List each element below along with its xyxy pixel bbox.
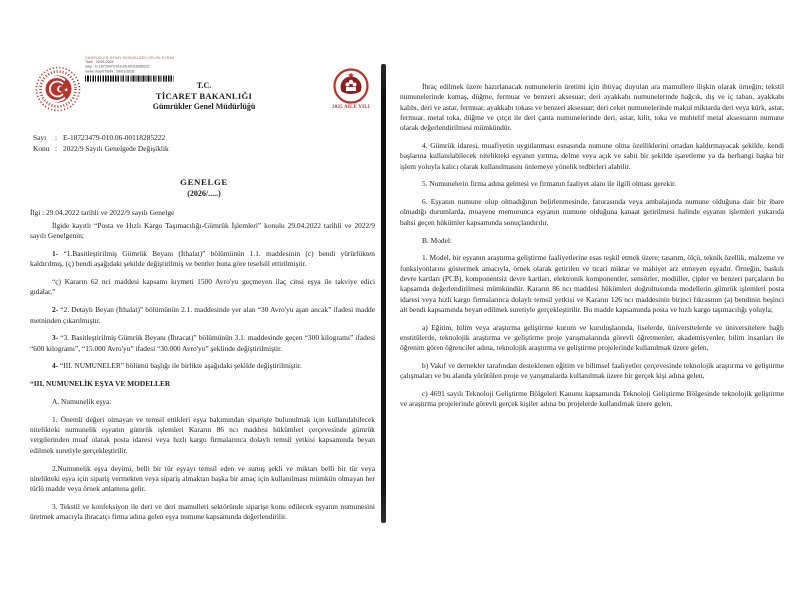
letterhead-ministry: TİCARET BAKANLIĞI <box>155 91 253 101</box>
paragraph <box>30 502 375 523</box>
meta-sayi-row <box>33 132 169 143</box>
stamp-header-text: GÜMRÜKLER GENEL MÜDÜRLÜĞÜ GELEN EVRAK <box>85 57 175 61</box>
page-scan-edge <box>381 64 386 523</box>
paragraph-text: “ç) Kararın 62 nci maddesi kapsamı kıymeti 1500 Avro'yu geçmeyen ilaç cinsi eşya ile takviye edici gıdalar,” <box>30 277 375 297</box>
paragraph-text: 4. Gümrük idaresi, muafiyetin uygulanması esnasında numune olma özelliklerini ortadan kaldırmayacak şekilde, kendi başlarına kullanılabilecek nitelikteki eşyanın yırtma, delme veya açık ve sabit bir şekilde işaretleme ya da herhangi başka bir işlem yoluyla kalıcı olarak kullanılmasını önlemeye yönelik tedbirleri alabilir. <box>400 140 784 171</box>
paragraph <box>400 197 784 228</box>
paragraph-text: 3. Tekstil ve konfeksiyon ile deri ve deri mamulleri sektöründe siparişe konu edilecek eşyanın numunesini üretmek amacıyla ihracatçı firma adına gelen eşya numune kapsamında değerlendirilir. <box>30 501 375 522</box>
meta-konu-row <box>33 143 169 154</box>
section-heading <box>30 379 375 389</box>
stamp-number-line: Sayı : E-18723479-010.06-00118285222 <box>85 65 150 69</box>
paragraph <box>30 305 375 326</box>
registry-stamp <box>85 57 180 82</box>
section-heading-text: “III. NUMUNELİK EŞYA VE MODELLER <box>30 379 171 389</box>
stamp-date-line: Tarih : 20/01/2026 <box>85 60 114 65</box>
family-year-caption: 2025 AİLE YILI <box>332 105 370 110</box>
paragraph <box>30 277 375 298</box>
left-page-body <box>30 221 375 530</box>
document-number: (2026/.....) <box>187 189 221 198</box>
paragraph-text: “1.Basitleştirilmiş Gümrük Beyanı (İthalat)” bölümünün 1.1. maddesinin (c) bendi yürürlükten kaldırılmış, (ç) bendi aşağıdaki şekilde değiştirilmiş ve bentler buna göre teselsül ettirilmiştir. <box>30 249 375 269</box>
colon: : <box>55 144 58 153</box>
colon: : <box>55 133 58 142</box>
title-block <box>28 177 380 198</box>
subsection-heading <box>30 397 375 407</box>
paragraph-text: 6. Eşyanın numune olup olmadığının belirlenmesinde, faturasında veya ambalajında numune olduğuna dair bir ibare olmadığı durumlarda, muayene memurunca eşyanın numune olduğuna kanaat getirilmesi halinde eşyanın işlemleri yukarıda bahsi geçen hükümler kapsamında sonuçlandırılır. <box>400 197 784 227</box>
paragraph <box>30 333 375 354</box>
paragraph <box>30 415 375 456</box>
paragraph-text: 1. Model, bir eşyanın araştırma geliştirme faaliyetlerine esas teşkil etmek üzere; tasarım, ölçü, teknik özellik, malzeme ve fonksiyonlarını göstermek amacıyla, örnek olarak getirilen ve ticari miktar ve mahiyet arz etmeyen eşyadır. Örneğin, baskılı devre kartları (PCB), komponentsiz devre kartları, elektronik komponentler, sensörler, modüller, çipler ve benzeri parçaların bu kapsamda değerlendirilmesi mümkündür. Kararın 86 ncı maddesi hükümleri doğrultusunda modellerin gümrük işlemleri posta idaresi veya hızlı kargo firmalarınca dolaylı temsil yetkisi ve Kararın 126 ncı maddesinin birinci fıkrasının (a) bendinin beşinci alt bendi kapsamında beyan edilmek suretiyle gerçekleştirilir. Bu madde kapsamında posta ve hızlı kargo taşımacılığı yoluyla; <box>400 253 784 314</box>
paragraph-lead: 1- <box>52 249 59 259</box>
sayi-label: Sayı <box>33 133 47 142</box>
paragraph-text: İhraç edilmek üzere hazırlanacak numunelerin üretimi için ihtiyaç duyulan ara mamullere ilişkin olarak örneğin; tekstil numunelerinde kumaş, düğme, fermuar ve benzeri aksesuar; deri ayakkabı numunelerinde bağcık, dış ve iç taban, ayakkabı kalıbı, deri ve astar, fermuar, ayakkabı tokası ve benzeri aksesuar; deri ceket numunelerinde makul miktarda deri veya kürk, astar, fermuar, metal toka, düğme ve çıtçıt ile deri çanta numunelerinde deri, astar, kilit, toka ve muhtelif metal aksesuarın numune olarak değerlendirilmesi mümkündür. <box>400 82 784 133</box>
letterhead-tc: T.C. <box>196 81 212 90</box>
paragraph-lead: 2- <box>52 305 59 315</box>
paragraph-lead: 3- <box>52 333 59 343</box>
paragraph-text: “III. NUMUNELER” bölümü başlığı ile birlikte aşağıdaki şekilde değiştirilmiştir. <box>58 361 302 371</box>
paragraph <box>400 82 784 133</box>
paragraph <box>400 389 784 410</box>
page-right <box>398 76 787 546</box>
paragraph <box>400 361 784 382</box>
subsection-heading-text: B. Model: <box>422 235 452 245</box>
paragraph-text: “2. Detaylı Beyan (İthalat)” bölümünün 2.1. maddesinde yer alan “30 Avro'yu aşan ancak” ifadesi madde metninden çıkarılmıştır. <box>30 305 375 325</box>
paragraph-text: “3. Basitleştirilmiş Gümrük Beyanı (İhracat)” bölümünün 3.1. maddesinde geçen “300 kilogramı” ifadesi “600 kilogramı”, “15.000 Avro'yu” ifadesi “30.000 Avro'yu” şeklinde değiştirilmiştir. <box>30 333 375 353</box>
family-year-emblem-icon <box>333 68 369 104</box>
sayi-value: E-18723479-010.06-00118285222 <box>63 133 166 142</box>
paragraph <box>30 221 375 242</box>
family-year-logo <box>328 68 374 110</box>
konu-value: 2022/9 Sayılı Genelgede Değişiklik <box>63 144 169 153</box>
paragraph-text: c) 4691 sayılı Teknoloji Geliştirme Bölgeleri Kanunu kapsamında Teknoloji Geliştirme Bölgesinde teknolojik geliştirme ve araştırma projelerinde görevli gerçek kişiler adına bu projelerde kullanılmak üzere gelen, <box>400 389 784 409</box>
subsection-heading-text: A. Numunelik eşya: <box>52 397 112 407</box>
paragraph <box>400 253 784 315</box>
letterhead-department: Gümrükler Genel Müdürlüğü <box>152 102 256 111</box>
paragraph-text: İlgide kayıtlı “Posta ve Hızlı Kargo Taşımacılığı-Gümrük İşlemleri” konulu 29.04.2022 tarihli ve 2022/9 sayılı Genelgenin; <box>30 221 375 241</box>
paragraph <box>400 141 784 172</box>
stamp-entry-date-line: Gelen Kayıt Tarihi : 20/01/2026 <box>85 69 135 74</box>
paragraph-text: a) Eğitim, bilim veya araştırma geliştirme kurum ve kuruluşlarında, liselerde, üniversitelerde ve üniversitelere bağlı enstitülerde, teknolojik araştırma ve geliştirme proje yarışmalarında görevli öğretmenler, akademisyenler, bilim insanları ile öğrenim gören öğrenciler adına, teknolojik araştırma ve geliştirme projelerinde kullanılmak üzere gelen, <box>400 322 784 353</box>
subsection-heading <box>400 236 784 246</box>
paragraph-lead: 4- <box>52 361 59 371</box>
paragraph <box>30 249 375 270</box>
page-left <box>28 55 380 595</box>
paragraph <box>30 361 375 371</box>
paragraph-text: b) Vakıf ve dernekler tarafından desteklenen eğitim ve bilimsel faaliyetler çerçevesinde teknolojik araştırma ve geliştirme çalışmaları ve bu alanda yürütülen proje ve yarışmalarda kullanılmak üzere bir gerçek kişi adına gelen, <box>400 361 784 381</box>
right-page-body <box>400 82 784 417</box>
document-meta <box>33 132 169 154</box>
reference-line: İlgi : 29.04.2022 tarihli ve 2022/9 sayılı Genelge <box>30 208 175 217</box>
paragraph-text: 2.Numunelik eşya deyimi, belli bir tür eşyayı temsil eden ve sunuş şekli ve miktarı belli bir tür veya nitelikteki eşya için sipariş vermekten veya sipariş almaktan başka bir amaç için kullanılması mümkün olmayan her türlü madde veya örnek anlamına gelir. <box>30 463 375 494</box>
paragraph-text: 5. Numunelerin firma adına gelmesi ve firmanın faaliyet alanı ile ilgili olması gerekir. <box>422 179 677 189</box>
paragraph <box>400 323 784 354</box>
paragraph <box>30 464 375 495</box>
paragraph <box>400 179 784 189</box>
document-title: GENELGE <box>180 177 228 187</box>
paragraph-text: 1. Önemli değeri olmayan ve temsil ettikleri eşya bakımından siparişte bulunulmak için kullanılabilecek nitelikteki numunelik eşyanın gümrük işlemleri Kararın 86 ncı maddesi hükümleri çerçevesinde gümrük vergilerinden muaf olarak posta idaresi veya hızlı kargo firmalarınca dolaylı temsil yetkisi kapsamında beyan edilmek suretiyle gerçekleştirilir. <box>30 414 375 455</box>
konu-label: Konu <box>33 144 50 153</box>
